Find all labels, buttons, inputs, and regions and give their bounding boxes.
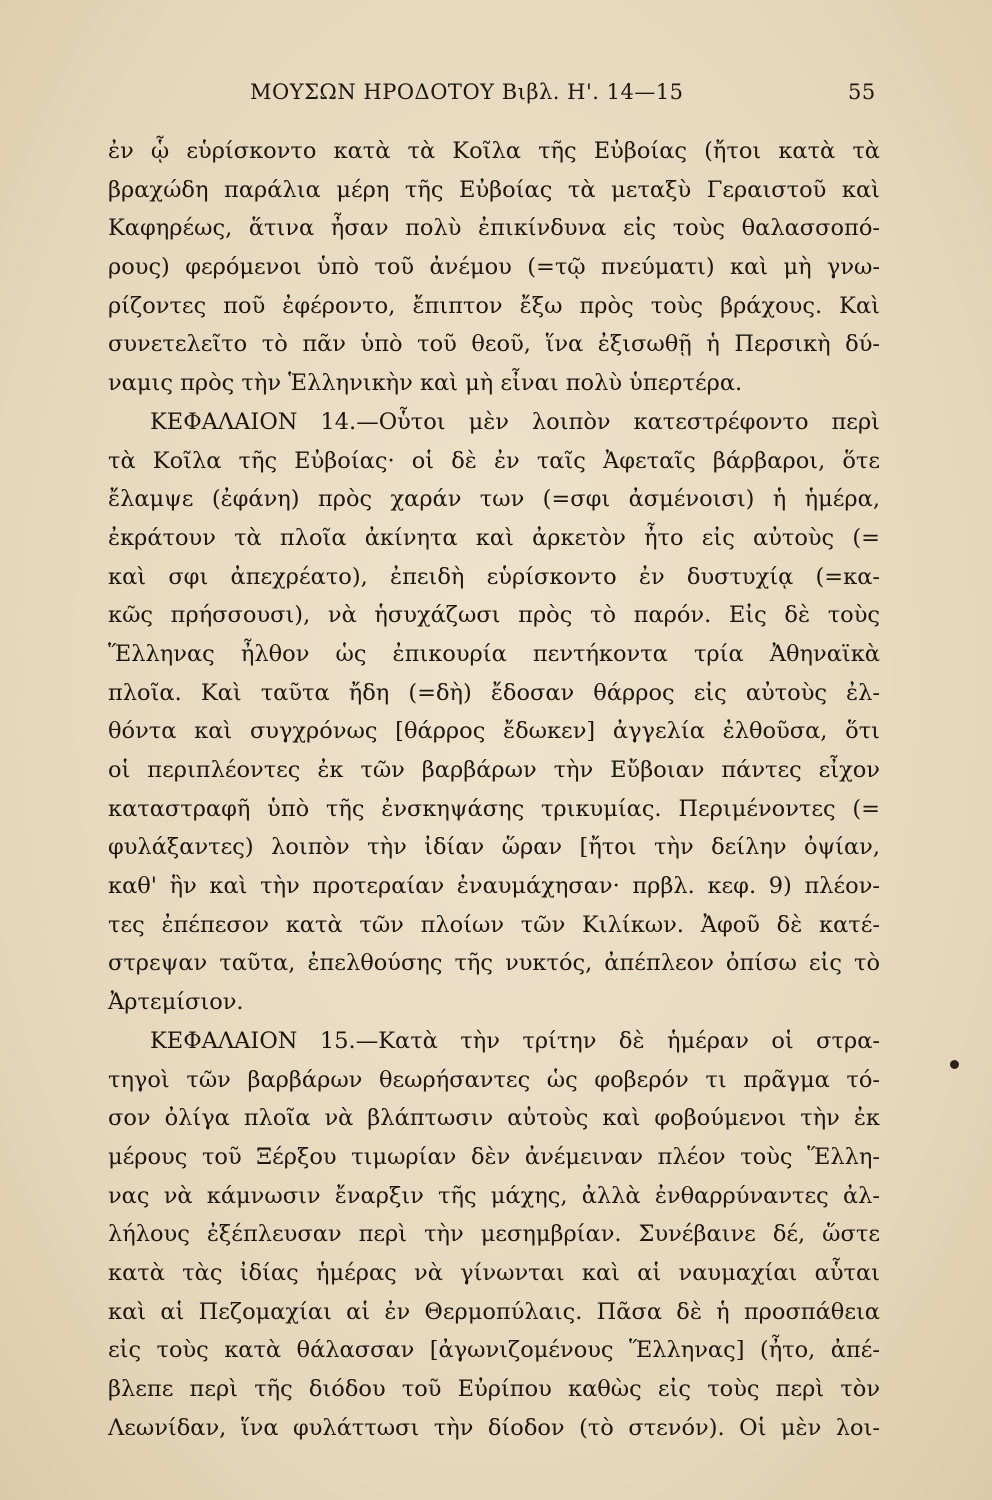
text-line: ρους) φερόμενοι ὑπὸ τοῦ ἀνέμου (=τῷ πνεύματι) καὶ μὴ γνω- [108, 254, 880, 281]
text-line: σον ὀλίγα πλοῖα νὰ βλάπτωσιν αὐτοὺς καὶ φοβούμενοι τὴν ἐκ [108, 1105, 880, 1132]
text-line: κατὰ τὰς ἰδίας ἡμέρας νὰ γίνωνται καὶ αἱ ναυμαχίαι αὗται [108, 1259, 880, 1286]
text-line: πλοῖα. Καὶ ταῦτα ἤδη (=δὴ) ἔδοσαν θάρρος εἰς αὐτοὺς ἐλ- [108, 679, 880, 706]
text-line: Λεωνίδαν, ἵνα φυλάττωσι τὴν δίοδον (τὸ στενόν). Οἱ μὲν λοι- [108, 1414, 880, 1441]
text-line: κῶς πρήσσουσι), νὰ ἡσυχάζωσι πρὸς τὸ παρόν. Εἰς δὲ τοὺς [108, 602, 880, 629]
text-line: συνετελεῖτο τὸ πᾶν ὑπὸ τοῦ θεοῦ, ἵνα ἐξισωθῇ ἡ Περσικὴ δύ- [108, 331, 880, 358]
text-line: Ἀρτεμίσιον. [108, 989, 244, 1016]
text-line: ἔλαμψε (ἐφάνη) πρὸς χαράν των (=σφι ἀσμένοισι) ἡ ἡμέρα, [108, 486, 880, 513]
text-line: ἐκράτουν τὰ πλοῖα ἀκίνητα καὶ ἀρκετὸν ἦτο εἰς αὐτοὺς (= [108, 524, 880, 551]
chapter-heading-line: ΚΕΦΑΛΑΙΟΝ 15.—Κατὰ τὴν τρίτην δὲ ἡμέραν οἱ στρα- [150, 1027, 880, 1054]
text-line: νας νὰ κάμνωσιν ἔναρξιν τῆς μάχης, ἀλλὰ ἐνθαρρύναντες ἀλ- [108, 1182, 880, 1209]
margin-dot-mark [950, 1060, 959, 1069]
text-line: τες ἐπέπεσον κατὰ τῶν πλοίων τῶν Κιλίκων. Ἀφοῦ δὲ κατέ- [108, 911, 880, 938]
text-line: ἐν ᾧ εὑρίσκοντο κατὰ τὰ Κοῖλα τῆς Εὐβοίας (ἤτοι κατὰ τὰ [108, 138, 880, 164]
text-line: βλεπε περὶ τῆς διόδου τοῦ Εὐρίπου καθὼς εἰς τοὺς περὶ τὸν [108, 1376, 880, 1402]
text-line: καὶ αἱ Πεζομαχίαι αἱ ἐν Θερμοπύλαις. Πᾶσα δὲ ἡ προσπάθεια [108, 1298, 880, 1325]
text-line: ρίζοντες ποῦ ἐφέροντο, ἔπιπτον ἔξω πρὸς τοὺς βράχους. Καὶ [108, 292, 880, 319]
text-line: τὰ Κοῖλα τῆς Εὐβοίας· οἱ δὲ ἐν ταῖς Ἀφεταῖς βάρβαροι, ὅτε [108, 447, 880, 474]
text-line: φυλάξαντες) λοιπὸν τὴν ἰδίαν ὥραν [ἤτοι τὴν δείλην ὀψίαν, [108, 834, 880, 861]
text-line: θόντα καὶ συγχρόνως [θάρρος ἔδωκεν] ἀγγελία ἐλθοῦσα, ὅτι [108, 718, 880, 745]
text-line: εἰς τοὺς κατὰ θάλασσαν [ἀγωνιζομένους Ἕλληνας] (ἦτο, ἀπέ- [108, 1337, 880, 1364]
text-line: Καφηρέως, ἅτινα ἦσαν πολὺ ἐπικίνδυνα εἰς τοὺς θαλασσοπό- [108, 215, 880, 242]
chapter-heading-line: ΚΕΦΑΛΑΙΟΝ 14.—Οὗτοι μὲν λοιπὸν κατεστρέφοντο περὶ [150, 408, 880, 435]
text-line: τηγοὶ τῶν βαρβάρων θεωρήσαντες ὡς φοβερόν τι πρᾶγμα τό- [108, 1066, 880, 1093]
text-line: ναμις πρὸς τὴν Ἑλληνικὴν καὶ μὴ εἶναι πολὺ ὑπερτέρα. [108, 370, 743, 397]
page-text [108, 132, 880, 1447]
text-line: λήλους ἐξέπλευσαν περὶ τὴν μεσημβρίαν. Συνέβαινε δέ, ὥστε [108, 1221, 880, 1248]
page-number: 55 [848, 80, 876, 104]
text-line: στρεψαν ταῦτα, ἐπελθούσης τῆς νυκτός, ἀπέπλεον ὀπίσω εἰς τὸ [108, 950, 880, 977]
text-line: οἱ περιπλέοντες ἐκ τῶν βαρβάρων τὴν Εὔβοιαν πάντες εἶχον [108, 757, 880, 783]
text-line: καθ' ἣν καὶ τὴν προτεραίαν ἐναυμάχησαν· πρβλ. κεφ. 9) πλέον- [108, 873, 880, 900]
text-line: καὶ σφι ἀπεχρέατο), ἐπειδὴ εὑρίσκοντο ἐν δυστυχίᾳ (=κα- [108, 563, 880, 590]
header-title: ΜΟΥΣΩΝ ΗΡΟΔΟΤΟΥ Βιβλ. Η'. 14—15 [250, 80, 684, 104]
text-line: Ἕλληνας ἦλθον ὡς ἐπικουρία πεντήκοντα τρία Ἀθηναϊκὰ [108, 640, 880, 667]
text-line: μέρους τοῦ Ξέρξου τιμωρίαν δὲν ἀνέμειναν πλέον τοὺς Ἕλλη- [108, 1143, 880, 1170]
text-line: βραχώδη παράλια μέρη τῆς Εὐβοίας τὰ μεταξὺ Γεραιστοῦ καὶ [108, 176, 880, 203]
text-line: καταστραφῆ ὑπὸ τῆς ἐνσκηψάσης τρικυμίας. Περιμένοντες (= [108, 795, 880, 822]
